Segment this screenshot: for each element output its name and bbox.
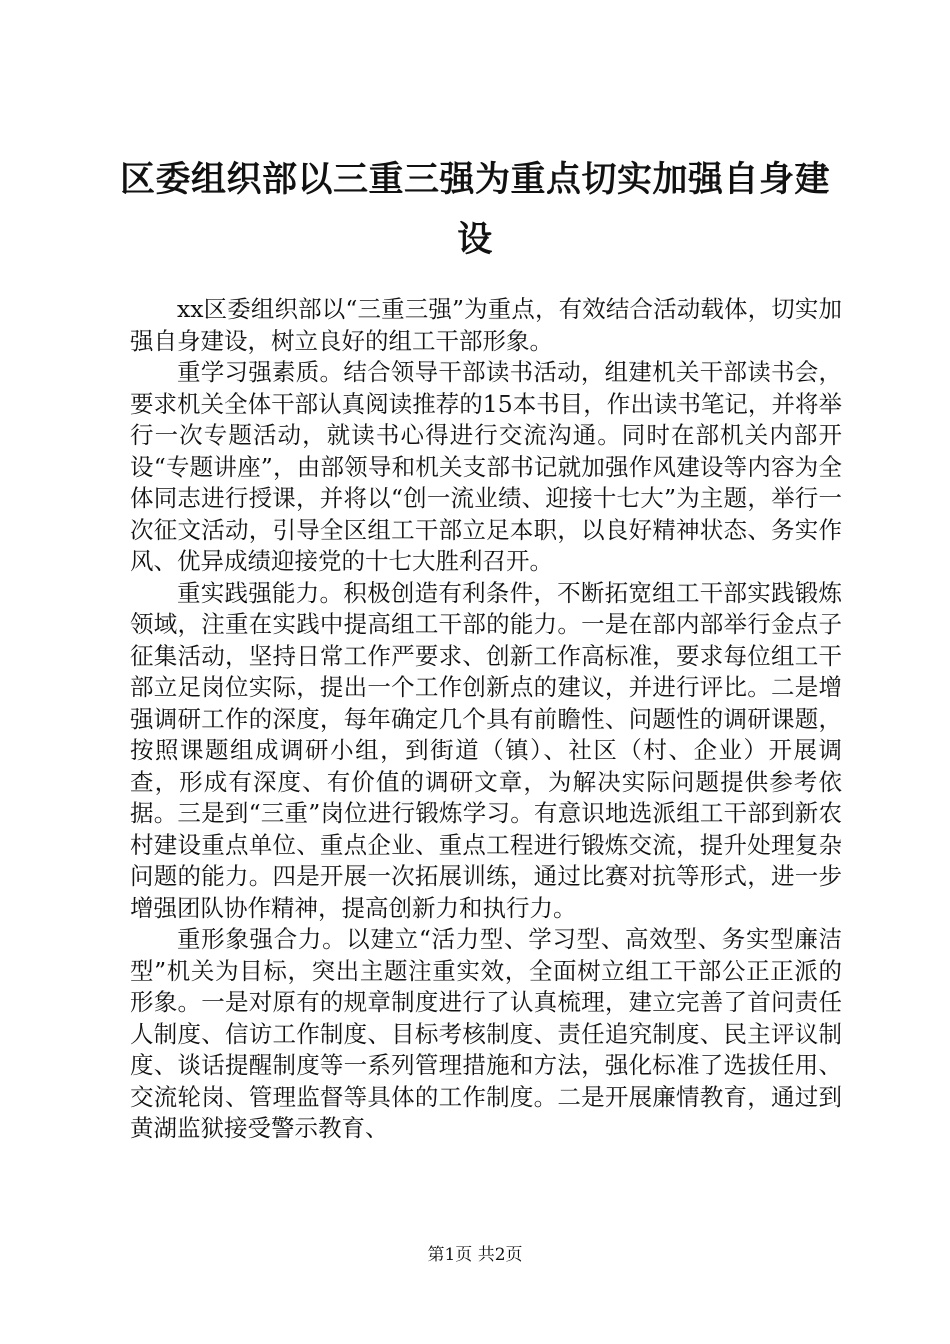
page-number: 第1页 共2页 [427,1245,523,1265]
paragraph-image: 重形象强合力。以建立“活力型、学习型、高效型、务实型廉洁型”机关为目标，突出主题注重实效，全面树立组工干部公正正派的形象。一是对原有的规章制度进行了认真梳理，建立完善了首问责任人制度、信访工作制度、目标考核制度、责任追究制度、民主评议制度、谈话提醒制度等一系列管理措施和方法，强化标准了选拔任用、交流轮岗、管理监督等具体的工作制度。二是开展廉情教育，通过到黄湖监狱接受警示教育、 [130,925,842,1142]
document-body [130,294,842,1145]
paragraph-study: 重学习强素质。结合领导干部读书活动，组建机关干部读书会，要求机关全体干部认真阅读推荐的15本书目，作出读书笔记，并将举行一次专题活动，就读书心得进行交流沟通。同时在部机关内部开设“专题讲座”，由部领导和机关支部书记就加强作风建设等内容为全体同志进行授课，并将以“创一流业绩、迎接十七大”为主题，举行一次征文活动，引导全区组工干部立足本职，以良好精神状态、务实作风、优异成绩迎接党的十七大胜利召开。 [130,358,842,575]
paragraph-intro: xx区委组织部以“三重三强”为重点，有效结合活动载体，切实加强自身建设，树立良好的组工干部形象。 [130,295,842,355]
paragraph-practice: 重实践强能力。积极创造有利条件，不断拓宽组工干部实践锻炼领域，注重在实践中提高组工干部的能力。一是在部内部举行金点子征集活动，坚持日常工作严要求、创新工作高标准，要求每位组工干部立足岗位实际，提出一个工作创新点的建议，并进行评比。二是增强调研工作的深度，每年确定几个具有前瞻性、问题性的调研课题，按照课题组成调研小组，到街道（镇）、社区（村、企业）开展调查，形成有深度、有价值的调研文章，为解决实际问题提供参考依据。三是到“三重”岗位进行锻炼学习。有意识地选派组工干部到新农村建设重点单位、重点企业、重点工程进行锻炼交流，提升处理复杂问题的能力。四是开展一次拓展训练，通过比赛对抗等形式，进一步增强团队协作精神，提高创新力和执行力。 [130,578,842,922]
document-title: 区委组织部以三重三强为重点切实加强自身建设 [119,159,830,260]
